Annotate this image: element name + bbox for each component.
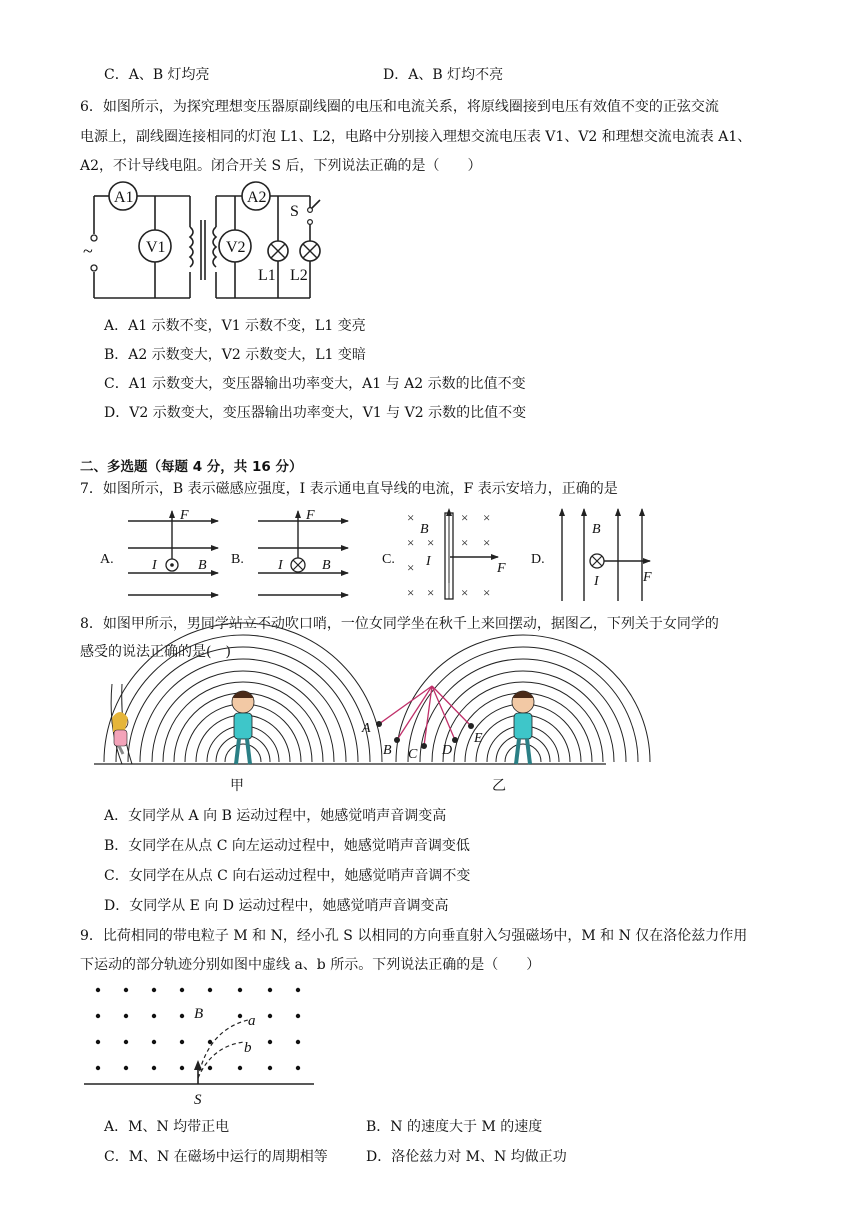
field-dot bbox=[268, 1014, 272, 1018]
q6-option-c: C．A1 示数变大，变压器输出功率变大，A1 与 A2 示数的比值不变 bbox=[104, 376, 526, 392]
label-point-c: C bbox=[408, 747, 418, 762]
field-cross: × bbox=[483, 510, 491, 525]
field-cross: × bbox=[407, 510, 415, 525]
girl-on-swing bbox=[112, 712, 128, 754]
ac-source-tilde: ~ bbox=[83, 241, 93, 261]
q8-option-b: B．女同学在从点 C 向左运动过程中，她感觉哨声音调变低 bbox=[104, 838, 470, 854]
q7a-label-f: F bbox=[180, 508, 189, 523]
field-dot bbox=[180, 1066, 184, 1070]
field-dot bbox=[208, 1040, 212, 1044]
switch-contact-bottom bbox=[308, 220, 313, 225]
q7c-label-f: F bbox=[497, 561, 506, 576]
field-cross: × bbox=[407, 560, 415, 575]
q9-option-d: D．洛伦兹力对 M、N 均做正功 bbox=[366, 1149, 567, 1165]
q7c-label-i: I bbox=[426, 554, 431, 569]
q7a-label-i: I bbox=[152, 558, 157, 573]
field-dot bbox=[180, 988, 184, 992]
trajectory-b bbox=[198, 1042, 244, 1078]
q8-option-d: D．女同学从 E 向 D 运动过程中，她感觉哨声音调变高 bbox=[104, 898, 449, 914]
field-dot bbox=[152, 1040, 156, 1044]
field-dot bbox=[124, 1014, 128, 1018]
q6-stem-line3: A2，不计导线电阻。闭合开关 S 后，下列说法正确的是（ ） bbox=[80, 158, 482, 174]
field-cross: × bbox=[427, 535, 435, 550]
q7a-label-b: B bbox=[198, 558, 207, 573]
q9-option-a: A．M、N 均带正电 bbox=[104, 1119, 230, 1135]
field-dot bbox=[238, 988, 242, 992]
q8-doppler-figures bbox=[90, 678, 610, 798]
field-dot bbox=[268, 1040, 272, 1044]
q7-label-a: A. bbox=[100, 552, 114, 567]
caption-yi: 乙 bbox=[492, 779, 506, 794]
field-cross: × bbox=[483, 535, 491, 550]
label-trajectory-a: a bbox=[248, 1013, 256, 1029]
q7b-label-i: I bbox=[278, 558, 283, 573]
boy-figure bbox=[232, 691, 254, 764]
q6-transformer-circuit-figure bbox=[80, 182, 340, 307]
label-a2: A2 bbox=[247, 189, 267, 206]
field-cross: × bbox=[461, 510, 469, 525]
q8-stem-line2: 感受的说法正确的是( ) bbox=[80, 644, 231, 660]
field-cross: × bbox=[427, 585, 435, 600]
label-a1: A1 bbox=[114, 189, 134, 206]
q8-option-c: C．女同学在从点 C 向右运动过程中，她感觉哨声音调不变 bbox=[104, 868, 471, 884]
q5-option-d: D．A、B 灯均不亮 bbox=[383, 67, 504, 83]
section-heading-multiple-choice: 二、多选题（每题 4 分，共 16 分） bbox=[80, 459, 303, 475]
q6-stem-line2: 电源上，副线圈连接相同的灯泡 L1、L2，电路中分别接入理想交流电压表 V1、V2 和理想交流电流表 A1、 bbox=[80, 129, 752, 145]
label-point-a: A bbox=[362, 721, 371, 736]
q9-option-b: B．N 的速度大于 M 的速度 bbox=[366, 1119, 543, 1135]
switch-contact-top bbox=[308, 208, 313, 213]
label-l2: L2 bbox=[290, 267, 308, 284]
label-v2: V2 bbox=[226, 239, 246, 256]
label-point-b: B bbox=[383, 743, 392, 758]
q7d-label-b: B bbox=[592, 522, 601, 537]
field-dot bbox=[296, 1066, 300, 1070]
q8-stem-line1: 8．如图甲所示，男同学站立不动吹口哨，一位女同学坐在秋千上来回摆动，据图乙，下列关于女同学的 bbox=[80, 616, 719, 632]
field-dot bbox=[152, 1066, 156, 1070]
point-e bbox=[468, 723, 474, 729]
field-dot bbox=[124, 988, 128, 992]
q9-stem-line2: 下运动的部分轨迹分别如图中虚线 a、b 所示。下列说法正确的是（ ） bbox=[80, 957, 541, 973]
q6-option-b: B．A2 示数变大，V2 示数变大，L1 变暗 bbox=[104, 347, 366, 363]
q8-option-a: A．女同学从 A 向 B 运动过程中，她感觉哨声音调变高 bbox=[104, 808, 447, 824]
q7-label-c: C. bbox=[382, 552, 395, 567]
field-dot bbox=[180, 1014, 184, 1018]
q7b-label-b: B bbox=[322, 558, 331, 573]
field-dot bbox=[124, 1040, 128, 1044]
boy-figure-right bbox=[512, 691, 534, 764]
label-point-d: D bbox=[442, 743, 453, 758]
field-cross: × bbox=[407, 535, 415, 550]
label-hole-s: S bbox=[194, 1092, 202, 1108]
q7d-label-i: I bbox=[594, 574, 599, 589]
point-a bbox=[376, 721, 382, 727]
q7d-label-f: F bbox=[643, 570, 652, 585]
field-dot bbox=[96, 1040, 100, 1044]
label-point-e: E bbox=[474, 731, 483, 746]
q7c-label-b: B bbox=[420, 522, 429, 537]
q7b-label-f: F bbox=[306, 508, 315, 523]
field-dot bbox=[180, 1040, 184, 1044]
q7-label-d: D. bbox=[531, 552, 545, 567]
field-dot bbox=[96, 1066, 100, 1070]
field-dot bbox=[296, 1040, 300, 1044]
q9-stem-line1: 9．比荷相同的带电粒子 M 和 N，经小孔 S 以相同的方向垂直射入匀强磁场中，M 和 N 仅在洛伦兹力作用 bbox=[80, 928, 748, 944]
label-l1: L1 bbox=[258, 267, 276, 284]
q9-magnetic-field-figure bbox=[84, 980, 324, 1110]
field-dot bbox=[208, 1066, 212, 1070]
label-field-b: B bbox=[194, 1006, 204, 1022]
field-dot bbox=[268, 988, 272, 992]
field-dot bbox=[208, 988, 212, 992]
field-dot bbox=[238, 1014, 242, 1018]
field-dot bbox=[124, 1066, 128, 1070]
field-cross: × bbox=[407, 585, 415, 600]
field-dot bbox=[238, 1066, 242, 1070]
label-trajectory-b: b bbox=[244, 1040, 252, 1056]
label-switch-s: S bbox=[290, 203, 299, 220]
field-cross: × bbox=[483, 585, 491, 600]
field-cross: × bbox=[461, 585, 469, 600]
field-cross: × bbox=[461, 535, 469, 550]
field-dot bbox=[96, 988, 100, 992]
point-d bbox=[452, 737, 458, 743]
field-dot bbox=[152, 1014, 156, 1018]
field-dot bbox=[268, 1066, 272, 1070]
q7-label-b: B. bbox=[231, 552, 244, 567]
q9-option-c: C．M、N 在磁场中运行的周期相等 bbox=[104, 1149, 328, 1165]
point-c bbox=[421, 743, 427, 749]
q7-stem: 7．如图所示，B 表示磁感应强度，I 表示通电直导线的电流，F 表示安培力，正确的是 bbox=[80, 481, 618, 497]
field-dot bbox=[296, 988, 300, 992]
q5-option-c: C．A、B 灯均亮 bbox=[104, 67, 210, 83]
caption-jia: 甲 bbox=[230, 779, 244, 794]
field-dot bbox=[96, 1014, 100, 1018]
field-dot bbox=[152, 988, 156, 992]
point-b bbox=[394, 737, 400, 743]
field-dot bbox=[296, 1014, 300, 1018]
q6-option-d: D．V2 示数变大，变压器输出功率变大，V1 与 V2 示数的比值不变 bbox=[104, 405, 527, 421]
ac-terminal-bottom bbox=[91, 265, 97, 271]
q6-option-a: A．A1 示数不变，V1 示数不变，L1 变亮 bbox=[104, 318, 366, 334]
q6-stem-line1: 6．如图所示，为探究理想变压器原副线圈的电压和电流关系，将原线圈接到电压有效值不变的正弦交流 bbox=[80, 99, 719, 115]
label-v1: V1 bbox=[146, 239, 166, 256]
q7-figures bbox=[100, 503, 670, 603]
